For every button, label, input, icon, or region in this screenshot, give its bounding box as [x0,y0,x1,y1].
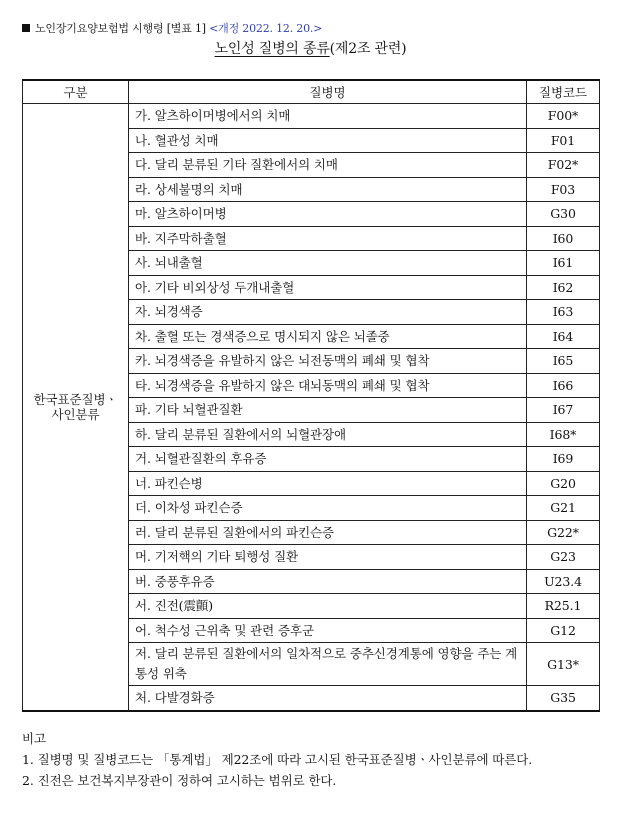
disease-table [22,79,600,712]
disease-name-cell: 파. 기타 뇌혈관질환 [129,398,527,423]
disease-code-cell: G23 [527,545,600,570]
disease-name-cell: 마. 알츠하이머병 [129,202,527,227]
disease-code-cell: F01 [527,128,600,153]
table-row [23,104,600,129]
disease-name-cell: 버. 중풍후유증 [129,569,527,594]
disease-code-cell: G22* [527,520,600,545]
disease-code-cell: I66 [527,373,600,398]
disease-code-cell: I68* [527,422,600,447]
disease-code-cell: G21 [527,496,600,521]
disease-code-cell: F02* [527,153,600,178]
disease-code-cell: G30 [527,202,600,227]
disease-code-cell: I69 [527,447,600,472]
disease-code-cell: G12 [527,618,600,643]
notes-heading: 비고 [22,731,46,746]
disease-name-cell: 더. 이차성 파킨슨증 [129,496,527,521]
document-title-sub: (제2조 관련) [329,41,407,57]
disease-name-cell: 거. 뇌혈관질환의 후유증 [129,447,527,472]
disease-name-cell: 어. 척수성 근위축 및 관련 증후군 [129,618,527,643]
note-item-2: 2. 진전은 보건복지부장관이 정하여 고시하는 범위로 한다. [22,773,337,788]
disease-code-cell: G13* [527,643,600,686]
disease-code-cell: U23.4 [527,569,600,594]
disease-name-cell: 사. 뇌내출혈 [129,251,527,276]
disease-name-cell: 머. 기저핵의 기타 퇴행성 질환 [129,545,527,570]
disease-name-cell: 처. 다발경화증 [129,686,527,711]
disease-code-cell: G35 [527,686,600,711]
disease-name-cell: 서. 진전(震顫) [129,594,527,619]
disease-code-cell: I60 [527,226,600,251]
disease-name-cell: 카. 뇌경색증을 유발하지 않은 뇌전동맥의 폐쇄 및 협착 [129,349,527,374]
document-title [0,38,621,58]
law-reference: 노인장기요양보험법 시행령 [별표 1] [35,22,206,35]
disease-name-cell: 자. 뇌경색증 [129,300,527,325]
disease-code-cell: I67 [527,398,600,423]
disease-code-cell: I63 [527,300,600,325]
disease-code-cell: R25.1 [527,594,600,619]
disease-code-cell: F00* [527,104,600,129]
disease-name-cell: 바. 지주막하출혈 [129,226,527,251]
amendment-date: <개정 2022. 12. 20.> [209,22,323,35]
notes-section [22,728,599,791]
disease-name-cell: 하. 달리 분류된 질환에서의 뇌혈관장애 [129,422,527,447]
disease-name-cell: 러. 달리 분류된 질환에서의 파킨슨증 [129,520,527,545]
disease-code-cell: I61 [527,251,600,276]
header-line [22,20,322,36]
table-body [23,104,600,711]
note-item-1: 1. 질병명 및 질병코드는 「통계법」 제22조에 따라 고시된 한국표준질병ㆍ사인분류에 따른다. [22,752,533,767]
table-header-row [23,80,600,104]
disease-name-cell: 타. 뇌경색증을 유발하지 않은 대뇌동맥의 폐쇄 및 협착 [129,373,527,398]
header-category: 구분 [23,80,129,104]
disease-name-cell: 아. 기타 비외상성 두개내출혈 [129,275,527,300]
header-disease-code: 질병코드 [527,80,600,104]
disease-name-cell: 너. 파킨슨병 [129,471,527,496]
disease-name-cell: 라. 상세불명의 치매 [129,177,527,202]
disease-code-cell: I64 [527,324,600,349]
header-disease-name: 질병명 [129,80,527,104]
category-cell: 한국표준질병ㆍ사인분류 [23,104,129,711]
disease-name-cell: 다. 달리 분류된 기타 질환에서의 치매 [129,153,527,178]
disease-code-cell: G20 [527,471,600,496]
disease-name-cell: 가. 알츠하이머병에서의 치매 [129,104,527,129]
disease-code-cell: I65 [527,349,600,374]
square-bullet-icon [22,24,30,32]
disease-name-cell: 저. 달리 분류된 질환에서의 일차적으로 중추신경계통에 영향을 주는 계통성 위축 [129,643,527,686]
disease-name-cell: 차. 출혈 또는 경색증으로 명시되지 않은 뇌졸중 [129,324,527,349]
disease-code-cell: I62 [527,275,600,300]
disease-name-cell: 나. 혈관성 치매 [129,128,527,153]
disease-code-cell: F03 [527,177,600,202]
document-title-main: 노인성 질병의 종류 [214,41,330,57]
